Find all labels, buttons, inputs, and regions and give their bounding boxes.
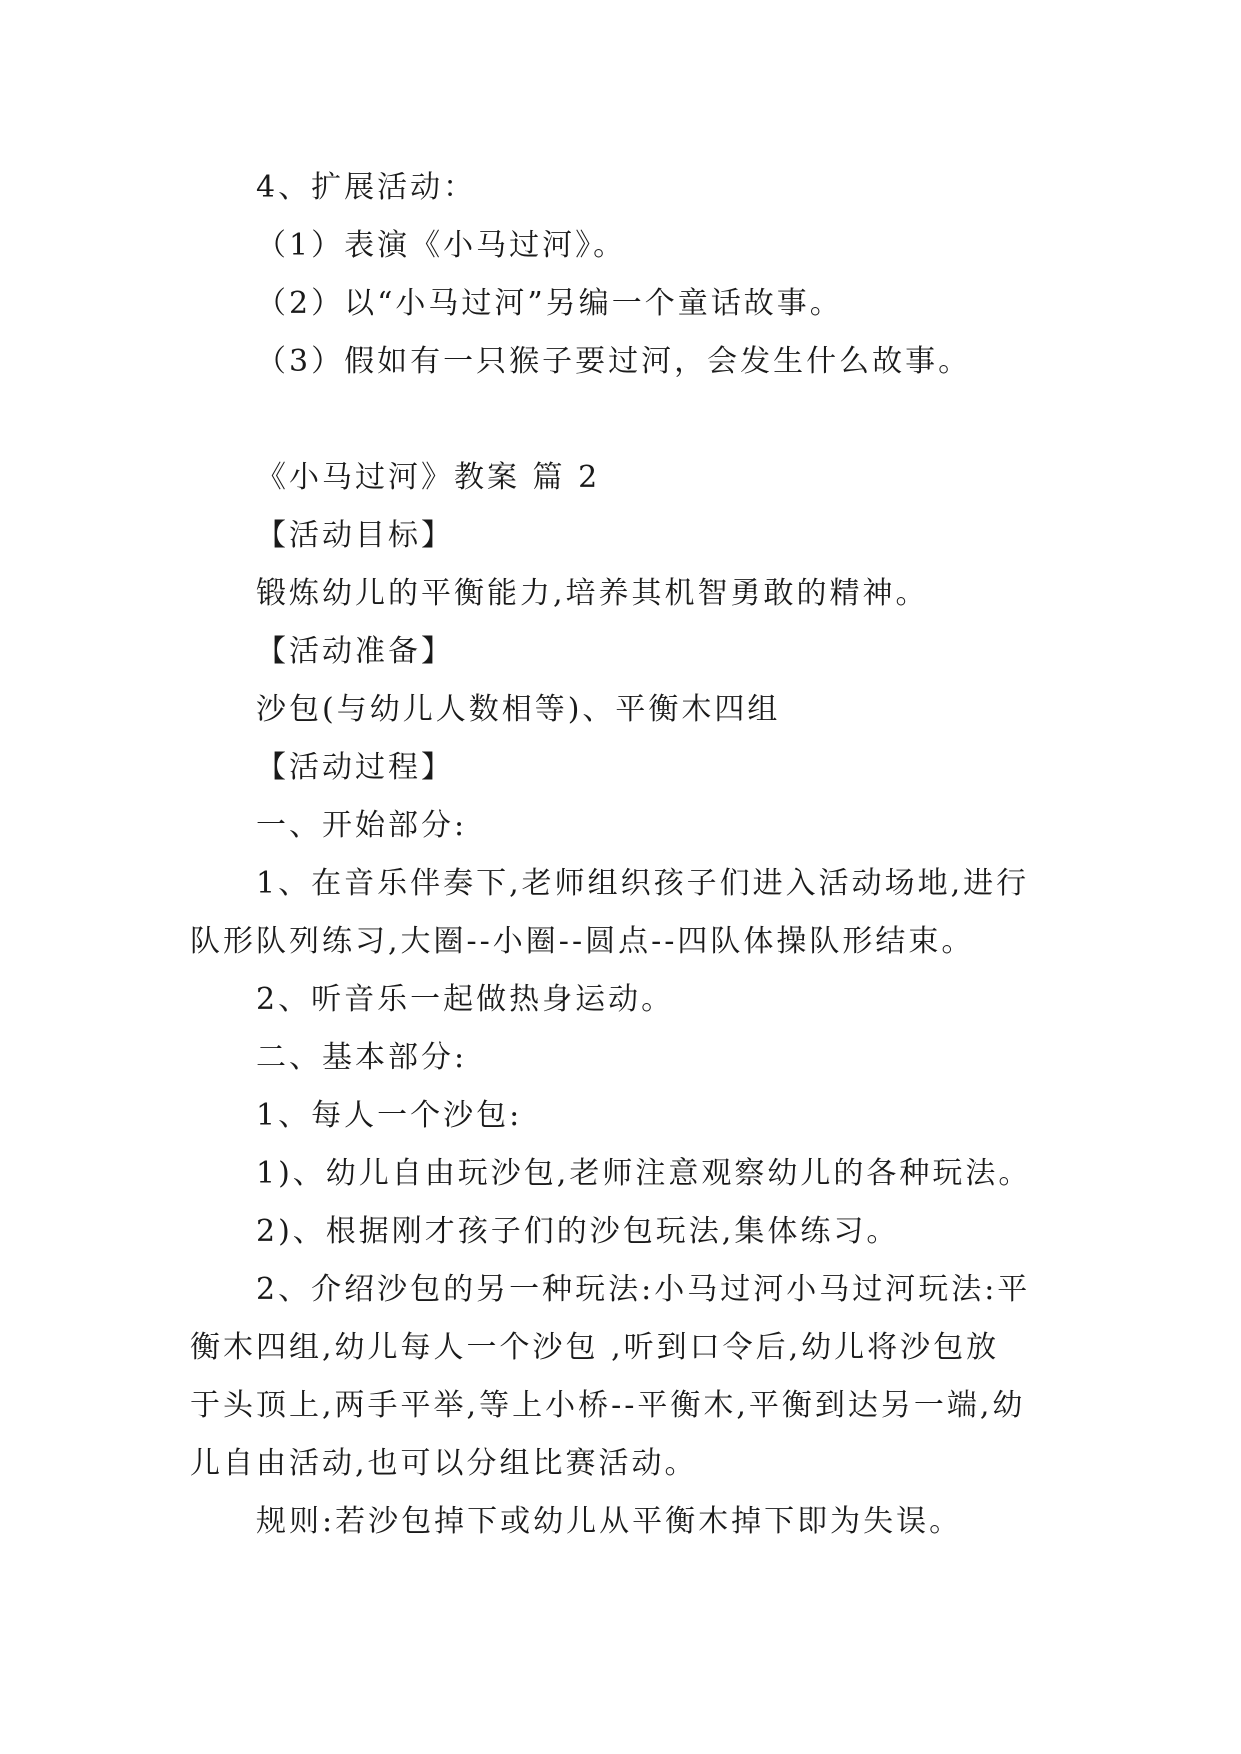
paragraph-line: 儿自由活动,也可以分组比赛活动。 (190, 1446, 698, 1481)
paragraph-line: 衡木四组,幼儿每人一个沙包 ,听到口令后,幼儿将沙包放 (190, 1330, 1000, 1365)
start-part-heading: 一、开始部分: (256, 808, 468, 843)
paragraph-line: 2)、根据刚才孩子们的沙包玩法,集体练习。 (256, 1214, 900, 1249)
paragraph-line: 1、每人一个沙包: (256, 1098, 523, 1133)
paragraph-line: 2、听音乐一起做热身运动。 (256, 982, 675, 1017)
activity-goal-text: 锻炼幼儿的平衡能力,培养其机智勇敢的精神。 (256, 576, 929, 611)
extension-item-3: （3）假如有一只猴子要过河，会发生什么故事。 (256, 344, 972, 379)
activity-process-heading: 【活动过程】 (256, 750, 454, 785)
paragraph-line: 于头顶上,两手平举,等上小桥--平衡木,平衡到达另一端,幼 (190, 1388, 1026, 1423)
basic-part-heading: 二、基本部分: (256, 1040, 468, 1075)
activity-preparation-heading: 【活动准备】 (256, 634, 454, 669)
paragraph-line: 队形队列练习,大圈--小圈--圆点--四队体操队形结束。 (190, 924, 975, 959)
activity-preparation-text: 沙包(与幼儿人数相等)、平衡木四组 (256, 692, 781, 727)
section-title: 《小马过河》教案 篇 2 (256, 460, 601, 495)
paragraph-line: 2、介绍沙包的另一种玩法:小马过河小马过河玩法:平 (256, 1272, 1031, 1307)
extension-item-2: （2）以“小马过河”另编一个童话故事。 (256, 286, 843, 321)
extension-item-1: （1）表演《小马过河》。 (256, 228, 627, 263)
paragraph-line: 1、在音乐伴奏下,老师组织孩子们进入活动场地,进行 (256, 866, 1030, 901)
extension-activity-heading: 4、扩展活动： (256, 170, 477, 205)
activity-goal-heading: 【活动目标】 (256, 518, 454, 553)
paragraph-line: 1)、幼儿自由玩沙包,老师注意观察幼儿的各种玩法。 (256, 1156, 1032, 1191)
rule-text: 规则:若沙包掉下或幼儿从平衡木掉下即为失误。 (256, 1504, 963, 1539)
